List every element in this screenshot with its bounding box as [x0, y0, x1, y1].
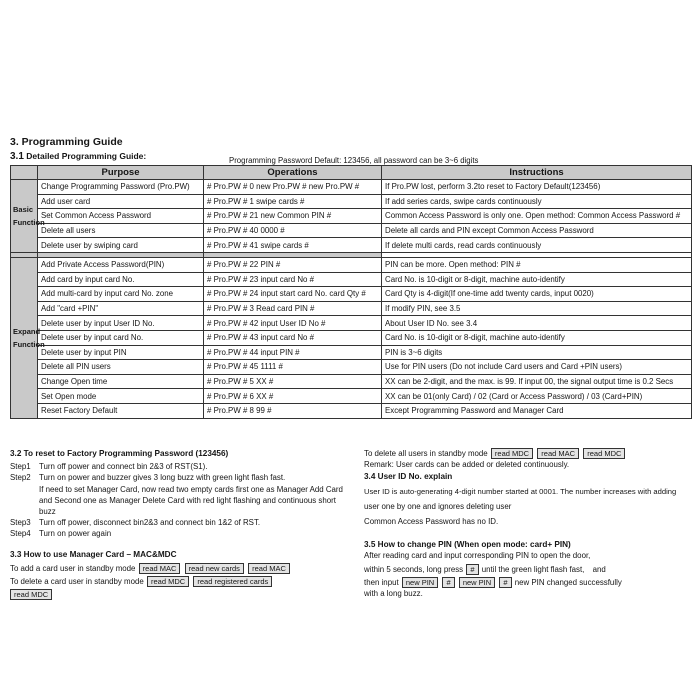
step-text: buzz: [39, 507, 56, 517]
cell-purpose: Add "card +PIN": [38, 301, 204, 316]
step-text: Turn on power and buzzer gives 3 long buzz with green light flash fast.: [39, 473, 286, 483]
step-label: Step1: [10, 462, 31, 472]
cell-purpose: Reset Factory Default: [38, 403, 204, 418]
user-id-line: User ID is auto-generating 4-digit number started at 0001. The number increases with adding: [364, 486, 677, 496]
step-line: [10, 484, 355, 495]
cell-operation: # Pro.PW # 3 Read card PIN #: [204, 301, 382, 316]
key-read-new-cards: read new cards: [185, 563, 244, 574]
key-read-mac: read MAC: [248, 563, 290, 574]
cell-operation: # Pro.PW # 6 XX #: [204, 389, 382, 404]
section-manager-card-title: 3.3 How to use Manager Card – MAC&MDC: [10, 550, 177, 559]
key-read-mdc: read MDC: [491, 448, 533, 459]
cell-purpose: Delete all users: [38, 223, 204, 238]
section-reset: [10, 448, 355, 540]
table-row: [11, 374, 692, 389]
header-operations: Operations: [204, 166, 382, 180]
cell-operation: # Pro.PW # 42 input User ID No #: [204, 316, 382, 331]
cell-purpose: Add Private Access Password(PIN): [38, 257, 204, 272]
cell-operation: # Pro.PW # 1 swipe cards #: [204, 194, 382, 209]
key-hash: #: [442, 577, 454, 588]
manager-delete-line-end: [10, 589, 355, 600]
cell-instruction: About User ID No. see 3.4: [382, 316, 692, 331]
cell-instruction: XX can be 2-digit, and the max. is 99. If input 00, the signal output time is 0.2 Secs: [382, 374, 692, 389]
step-line: [10, 506, 355, 517]
table-row: [11, 403, 692, 418]
cell-purpose: Set Common Access Password: [38, 209, 204, 224]
table-row: [11, 360, 692, 375]
step-line: [10, 495, 355, 506]
user-id-line: user one by one and ignores deleting user: [364, 501, 512, 511]
table-row: [11, 223, 692, 238]
change-pin-text: until the green light flash fast,: [481, 564, 585, 574]
step-text: and Second one as Manager Delete Card with red light flashing and continuous short: [39, 495, 336, 505]
cell-purpose: Add multi-card by input card No. zone: [38, 287, 204, 302]
cell-purpose: Delete user by input card No.: [38, 330, 204, 345]
key-read-mac: read MAC: [537, 448, 579, 459]
step-line: [10, 472, 355, 483]
step-line: [10, 461, 355, 472]
key-read-mdc: read MDC: [583, 448, 625, 459]
change-pin-line: [364, 564, 694, 575]
table-row: [11, 316, 692, 331]
cell-instruction: Use for PIN users (Do not include Card users and Card +PIN users): [382, 360, 692, 375]
cell-instruction: Except Programming Password and Manager Card: [382, 403, 692, 418]
cell-instruction: If delete multi cards, read cards continuously: [382, 238, 692, 253]
key-read-mdc: read MDC: [147, 576, 189, 587]
cell-operation: # Pro.PW # 44 input PIN #: [204, 345, 382, 360]
subheading-number: 3.1: [10, 151, 24, 162]
cell-instruction: If add series cards, swipe cards continuously: [382, 194, 692, 209]
table-row: [11, 345, 692, 360]
table-row: [11, 257, 692, 272]
table-row: [11, 238, 692, 253]
key-new-pin: new PIN: [402, 577, 438, 588]
user-id-line: Common Access Password has no ID.: [364, 517, 499, 527]
table-row: [11, 330, 692, 345]
delete-all-line: [364, 448, 694, 459]
change-pin-line: with a long buzz.: [364, 589, 423, 599]
cell-purpose: Add card by input card No.: [38, 272, 204, 287]
cell-instruction: Card No. is 10-digit or 8-digit, machine auto-identify: [382, 330, 692, 345]
key-read-registered-cards: read registered cards: [193, 576, 272, 587]
cell-purpose: Delete user by swiping card: [38, 238, 204, 253]
cell-purpose: Delete user by input PIN: [38, 345, 204, 360]
change-pin-text: then input: [364, 577, 399, 587]
cell-operation: # Pro.PW # 21 new Common PIN #: [204, 209, 382, 224]
section-change-pin-title: 3.5 How to change PIN (When open mode: card+ PIN): [364, 540, 571, 550]
table-header-row: [11, 166, 692, 180]
change-pin-text: and: [592, 564, 606, 574]
cell-operation: # Pro.PW # 8 99 #: [204, 403, 382, 418]
change-pin-text: within 5 seconds, long press: [364, 564, 464, 574]
right-column: [364, 448, 694, 599]
programming-table: [10, 165, 692, 419]
cell-instruction: If Pro.PW lost, perform 3.2to reset to Factory Default(123456): [382, 180, 692, 195]
section-reset-title: 3.2 To reset to Factory Programming Password (123456): [10, 449, 229, 458]
table-row: [11, 301, 692, 316]
step-text: Turn off power, disconnect bin2&3 and connect bin 1&2 of RST.: [39, 518, 261, 528]
group-label-expand: Expand Function: [11, 257, 38, 418]
cell-instruction: If modify PIN, see 3.5: [382, 301, 692, 316]
cell-instruction: PIN can be more. Open method: PIN #: [382, 257, 692, 272]
step-line: [10, 517, 355, 528]
table-row: [11, 180, 692, 195]
cell-purpose: Change Open time: [38, 374, 204, 389]
manager-delete-line: [10, 576, 355, 587]
table-row: [11, 272, 692, 287]
page-heading: 3. Programming Guide: [10, 136, 123, 148]
table-row: [11, 209, 692, 224]
step-line: [10, 528, 355, 539]
table-row: [11, 194, 692, 209]
manager-add-text: To add a card user in standby mode: [10, 564, 136, 574]
manager-add-line: [10, 563, 355, 574]
cell-operation: # Pro.PW # 43 input card No #: [204, 330, 382, 345]
change-pin-text: new PIN changed successfully: [514, 577, 622, 587]
step-label: Step4: [10, 529, 31, 539]
key-new-pin: new PIN: [459, 577, 495, 588]
cell-purpose: Delete all PIN users: [38, 360, 204, 375]
cell-purpose: Change Programming Password (Pro.PW): [38, 180, 204, 195]
section-user-id-title: 3.4 User ID No. explain: [364, 472, 453, 482]
cell-instruction: Delete all cards and PIN except Common Access Password: [382, 223, 692, 238]
table-row: [11, 389, 692, 404]
remark-text: Remark: User cards can be added or deleted continuously.: [364, 460, 570, 470]
password-note: Programming Password Default: 123456, all password can be 3~6 digits: [229, 156, 479, 165]
change-pin-line: After reading card and input corresponding PIN to open the door,: [364, 551, 591, 561]
cell-instruction: Card No. is 10-digit or 8-digit, machine auto-identify: [382, 272, 692, 287]
cell-purpose: Set Open mode: [38, 389, 204, 404]
cell-operation: # Pro.PW # 22 PIN #: [204, 257, 382, 272]
cell-purpose: Delete user by input User ID No.: [38, 316, 204, 331]
step-text: If need to set Manager Card, now read two empty cards first one as Manager Add Card: [39, 484, 343, 494]
subheading: [10, 151, 146, 162]
cell-purpose: Add user card: [38, 194, 204, 209]
cell-instruction: PIN is 3~6 digits: [382, 345, 692, 360]
cell-operation: # Pro.PW # 40 0000 #: [204, 223, 382, 238]
cell-instruction: Common Access Password is only one. Open method: Common Access Password #: [382, 209, 692, 224]
cell-instruction: Card Qty is 4-digit(If one-time add twenty cards, input 0020): [382, 287, 692, 302]
key-hash: #: [466, 564, 478, 575]
step-text: Turn off power and connect bin 2&3 of RST(S1).: [39, 462, 208, 472]
step-text: Turn on power again: [39, 529, 112, 539]
cell-operation: # Pro.PW # 23 input card No #: [204, 272, 382, 287]
cell-operation: # Pro.PW # 0 new Pro.PW # new Pro.PW #: [204, 180, 382, 195]
header-instructions: Instructions: [382, 166, 692, 180]
group-label-basic: Basic Function: [11, 180, 38, 253]
delete-all-text: To delete all users in standby mode: [364, 449, 488, 458]
cell-instruction: XX can be 01(only Card) / 02 (Card or Access Password) / 03 (Card+PIN): [382, 389, 692, 404]
header-blank: [11, 166, 38, 180]
cell-operation: # Pro.PW # 5 XX #: [204, 374, 382, 389]
step-label: Step3: [10, 518, 31, 528]
subheading-text: Detailed Programming Guide:: [26, 151, 147, 161]
change-pin-line: [364, 577, 694, 588]
cell-operation: # Pro.PW # 41 swipe cards #: [204, 238, 382, 253]
cell-operation: # Pro.PW # 45 1111 #: [204, 360, 382, 375]
step-label: Step2: [10, 473, 31, 483]
key-hash: #: [499, 577, 511, 588]
section-manager-card: [10, 549, 355, 600]
key-read-mdc: read MDC: [10, 589, 52, 600]
manager-delete-text: To delete a card user in standby mode: [10, 577, 144, 587]
table-row: [11, 287, 692, 302]
header-purpose: Purpose: [38, 166, 204, 180]
cell-operation: # Pro.PW # 24 input start card No. card Qty #: [204, 287, 382, 302]
key-read-mac: read MAC: [139, 563, 181, 574]
